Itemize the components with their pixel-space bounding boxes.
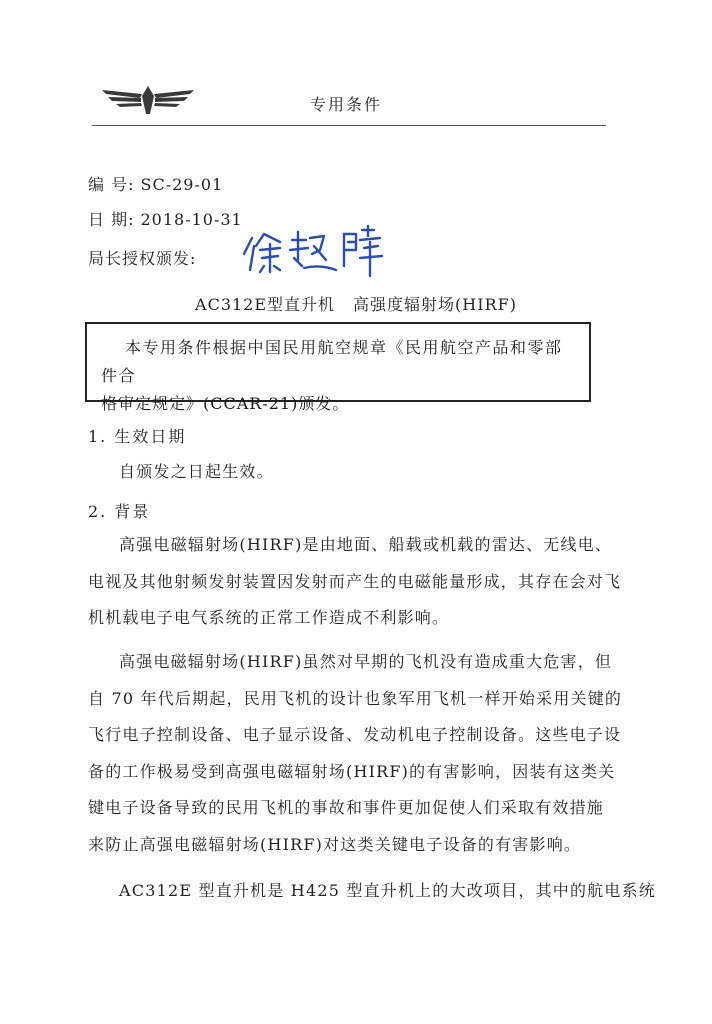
number-label: 编 号: [88, 175, 135, 194]
paragraph-line: 备的工作极易受到高强电磁辐射场(HIRF)的有害影响，因装有这类关 [88, 761, 616, 781]
caac-wings-emblem-icon [100, 82, 196, 118]
header-divider [92, 125, 606, 126]
handwritten-signature [240, 220, 390, 280]
background-paragraph-1 [88, 527, 622, 637]
paragraph-line: 电视及其他射频发射装置因发射而产生的电磁能量形成，其存在会对飞 [88, 571, 622, 591]
paragraph-line: 自 70 年代后期起，民用飞机的设计也象军用飞机一样开始采用关键的 [88, 688, 623, 708]
authorization-line [88, 246, 196, 269]
notice-line-2: 格审定规定》(CCAR-21)颁发。 [101, 394, 350, 413]
title-subject: 高强度辐射场(HIRF) [353, 295, 517, 314]
document-title [0, 292, 712, 315]
issuance-notice-box [85, 322, 591, 413]
background-paragraph-3 [88, 873, 656, 910]
date-value: 2018-10-31 [140, 210, 243, 229]
paragraph-line: 机机载电子电气系统的正常工作造成不利影响。 [88, 608, 450, 628]
background-paragraph-2 [88, 644, 623, 864]
date-label: 日 期: [88, 210, 135, 229]
header-title: 专用条件 [310, 95, 383, 114]
paragraph-line: AC312E 型直升机是 H425 型直升机上的大改项目，其中的航电系统 [119, 881, 656, 900]
document-number [88, 172, 223, 195]
paragraph-line: 键电子设备导致的民用飞机的事故和事件更加促使人们采取有效措施 [88, 798, 605, 818]
paragraph-line: 高强电磁辐射场(HIRF)是由地面、船载或机载的雷达、无线电、 [119, 535, 613, 554]
section-1-heading: 1. 生效日期 [88, 427, 187, 446]
notice-line-1: 本专用条件根据中国民用航空规章《民用航空产品和零部件合 [101, 338, 563, 385]
paragraph-line: 高强电磁辐射场(HIRF)虽然对早期的飞机没有造成重大危害，但 [119, 652, 613, 671]
title-aircraft: AC312E型直升机 [195, 295, 336, 314]
paragraph-line: 飞行电子控制设备、电子显示设备、发动机电子控制设备。这些电子设 [88, 725, 622, 745]
section-1-body [88, 454, 612, 491]
paragraph-line: 来防止高强电磁辐射场(HIRF)对这类关键电子设备的有害影响。 [88, 834, 582, 854]
paragraph-line: 自颁发之日起生效。 [119, 462, 274, 481]
document-date [88, 207, 243, 230]
section-2-heading: 2. 背景 [88, 502, 151, 521]
number-value: SC-29-01 [140, 175, 224, 194]
authorized-label: 局长授权颁发: [88, 249, 197, 268]
